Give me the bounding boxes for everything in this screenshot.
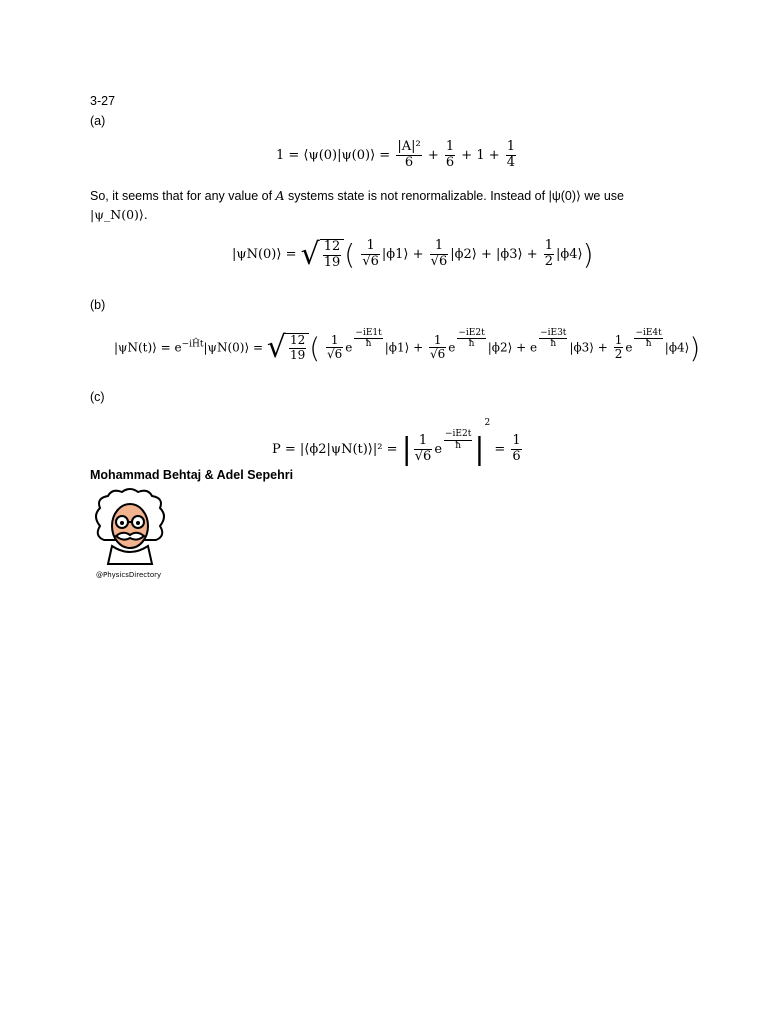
explanation-line-2: |ψ_N(0)⟩. <box>90 207 148 222</box>
equation-normalization: 1 = ⟨ψ(0)|ψ(0)⟩ = $\frac{\text{|A|²}}{6}$ + $\frac{1}{6}$ + 1 + $\frac{1}{4}$ <box>276 139 516 170</box>
problem-number: 3-27 <box>90 94 116 108</box>
equation-time-evolution: |ψN(t)⟩ = $e^{-iĤt}|\psi N(0)⟩$ = √ $\frac{12}{19}$ ( $\frac{1}{√6}$ e $\frac{-iE1t}{ħ}$ |ϕ1⟩ + $\frac{1}{√6}$ e $\frac{-iE2t}{ħ}$ |ϕ2⟩ + e $\frac{-iE3t}{ħ}$ |ϕ3⟩ + $\frac{1}{2}$ e $\frac{-iE4t}{ħ}$ |ϕ4⟩) <box>114 328 701 365</box>
logo-caption: @PhysicsDirectory <box>96 571 162 579</box>
equation-probability: P = |⟨ϕ2|ψN(t)⟩|² = | $\frac{1}{√6}$ e $\frac{-iE2t}{ħ}$ $|^2$ = $\frac{1}{6}$ <box>272 418 521 467</box>
einstein-cartoon-icon <box>90 486 170 566</box>
part-c-label: (c) <box>90 390 105 404</box>
authors: Mohammad Behtaj & Adel Sepehri <box>90 468 294 482</box>
part-b-label: (b) <box>90 298 106 312</box>
equation-normalized-state: |ψN(0)⟩ = √ $\frac{12}{19}$ ( $\frac{1}{√6}$ |ϕ1⟩ + $\frac{1}{√6}$ |ϕ2⟩ + |ϕ3⟩ + $\frac{1}{2}$ |ϕ4⟩) <box>232 237 594 273</box>
physics-directory-logo <box>90 486 170 579</box>
explanation-line-1: So, it seems that for any value of A systems state is not renormalizable. Instead of |ψ(0)⟩ we use <box>90 188 624 203</box>
part-a-label: (a) <box>90 114 106 128</box>
